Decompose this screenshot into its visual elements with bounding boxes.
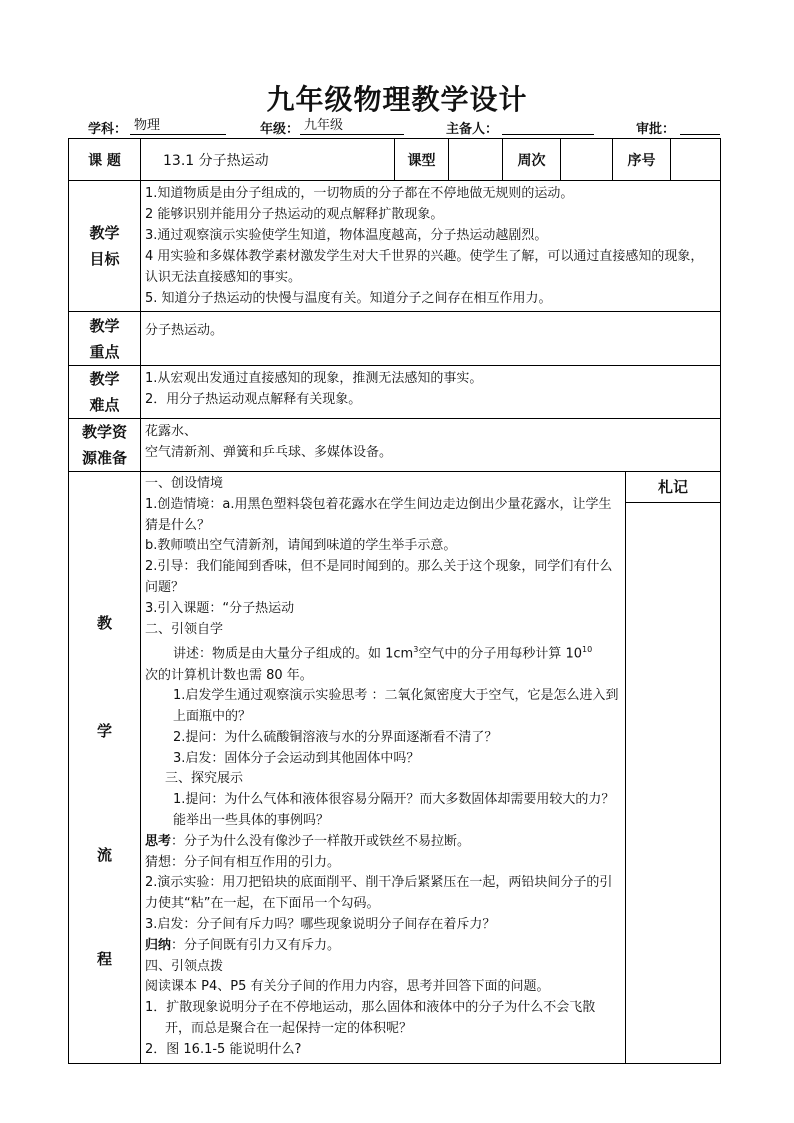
- difficulties-label: 教学 难点: [69, 366, 141, 419]
- type-value[interactable]: [449, 139, 503, 181]
- grade-label: 年级：: [260, 122, 300, 137]
- section-heading: 一、创设情境: [145, 476, 224, 491]
- resources-label: 教学资 源准备: [69, 419, 141, 472]
- seq-label: 序号: [613, 139, 671, 181]
- resource-item: 花露水、: [145, 424, 198, 439]
- objectives-label: 教学 目标: [69, 181, 141, 312]
- process-label-char: 学: [96, 722, 112, 740]
- seq-value[interactable]: [671, 139, 721, 181]
- objective-item: 1.知道物质是由分子组成的，一切物质的分子都在不停地做无规则的运动。: [145, 186, 574, 201]
- process-line: 3.启发：分子间有斥力吗？哪些现象说明分子间存在着斥力？: [145, 917, 496, 933]
- page-title: 九年级物理教学设计: [266, 83, 528, 116]
- preparer-label: 主备人：: [446, 122, 499, 137]
- topic-label: 课 题: [69, 139, 141, 181]
- difficulties-row: [69, 366, 721, 419]
- process-row: [69, 472, 721, 1064]
- section-heading: 四、引领点拨: [145, 958, 224, 974]
- process-line: 3.启发：固体分子会运动到其他固体中吗？: [173, 750, 420, 766]
- process-body: [141, 472, 721, 1064]
- type-label: 课型: [395, 139, 449, 181]
- process-label: [69, 472, 141, 1064]
- process-label-char: 流: [96, 846, 112, 864]
- notes-label: 札记: [626, 472, 720, 503]
- process-label-char: 程: [96, 950, 112, 968]
- objective-item: 5. 知道分子热运动的快慢与温度有关。知道分子之间存在相互作用力。: [145, 291, 552, 306]
- process-line: 讲述：物质是由大量分子组成的。如 $1cm^3$空气中的分子用每秒计算 $10^{10}$: [173, 645, 593, 662]
- review-field[interactable]: [680, 118, 720, 135]
- resources-row: [69, 419, 721, 472]
- review-label: 审批：: [636, 122, 676, 137]
- difficulty-item: 2．用分子热运动观点解释有关现象。: [145, 392, 362, 407]
- difficulty-item: 1.从宏观出发通过直接感知的现象，推测无法感知的事实。: [145, 371, 483, 386]
- week-label: 周次: [503, 139, 561, 181]
- process-line: b.教师喷出空气清新剂，请闻到味道的学生举手示意。: [145, 538, 457, 554]
- process-line: 1.启发学生通过观察演示实验思考 ：二氧化氮密度大于空气，它是怎么进入到上面瓶中的？: [173, 688, 619, 725]
- topic-value: 13.1 分子热运动: [141, 139, 395, 181]
- process-label-char: 教: [96, 614, 112, 632]
- objective-item: 2 能够识别并能用分子热运动的观点解释扩散现象。: [145, 207, 444, 222]
- process-line: 2.引导：我们能闻到香味，但不是同时闻到的。那么关于这个现象，同学们有什么问题？: [145, 559, 613, 595]
- objectives-content: [141, 181, 721, 312]
- process-line: 2.提问：为什么硫酸铜溶液与水的分界面逐渐看不清了？: [173, 729, 498, 745]
- process-line: 猜想：分子间有相互作用的引力。: [145, 854, 341, 870]
- subject-label: 学科：: [88, 122, 128, 137]
- topic-row: [69, 139, 721, 181]
- process-line: 1.提问：为什么气体和液体很容易分隔开？而大多数固体却需要用较大的力？能举出一些具体的事例吗？: [173, 792, 615, 829]
- section-heading: 二、引领自学: [145, 621, 224, 637]
- process-line: 阅读课本 P4、P5 有关分子间的作用力内容，思考并回答下面的问题。: [145, 979, 550, 995]
- process-line: 3.引入课题：“分子热运动: [145, 600, 295, 616]
- process-line: 1.创造情境：a.用黑色塑料袋包着花露水在学生间边走边倒出少量花露水，让学生猜是什么？: [145, 496, 612, 533]
- key-points-label: 教学 重点: [69, 312, 141, 366]
- resources-content: [141, 419, 721, 472]
- process-line: 次的计算机计数也需 80 年。: [145, 667, 313, 683]
- resource-item: 空气清新剂、弹簧和乒乓球、多媒体设备。: [145, 445, 393, 460]
- week-value[interactable]: [561, 139, 613, 181]
- grade-field[interactable]: 九年级: [300, 118, 404, 135]
- lesson-plan-table: [68, 138, 721, 1064]
- process-line: 1．扩散现象说明分子在不停地运动，那么固体和液体中的分子为什么不会飞散开，而总是聚合在一起保持一定的体积呢？: [145, 1000, 596, 1037]
- objective-item: 3.通过观察演示实验使学生知道，物体温度越高，分子热运动越剧烈。: [145, 228, 548, 243]
- preparer-field[interactable]: [502, 118, 594, 135]
- objectives-row: [69, 181, 721, 312]
- difficulties-content: [141, 366, 721, 419]
- subject-field[interactable]: 物理: [130, 118, 226, 135]
- key-points-text: 分子热运动。: [141, 312, 721, 366]
- process-line: 2.演示实验：用刀把铅块的底面削平、削干净后紧紧压在一起，两铅块间分子的引力使其“粘”在一起，在下面吊一个勾码。: [145, 875, 613, 912]
- header-info-row: [88, 118, 728, 138]
- process-line: 思考：分子为什么没有像沙子一样散开或铁丝不易拉断。: [145, 833, 471, 849]
- objective-item: 4 用实验和多媒体教学素材激发学生对大千世界的兴趣。使学生了解，可以通过直接感知的现象，认识无法直接感知的事实。: [145, 249, 704, 285]
- process-line: 2．图 16.1-5 能说明什么?: [145, 1041, 302, 1057]
- notes-column: [625, 472, 720, 1063]
- process-line: 归纳：分子间既有引力又有斥力。: [145, 937, 341, 953]
- process-content: [141, 472, 625, 1063]
- key-points-row: [69, 312, 721, 366]
- section-heading: 三、探究展示: [165, 771, 244, 787]
